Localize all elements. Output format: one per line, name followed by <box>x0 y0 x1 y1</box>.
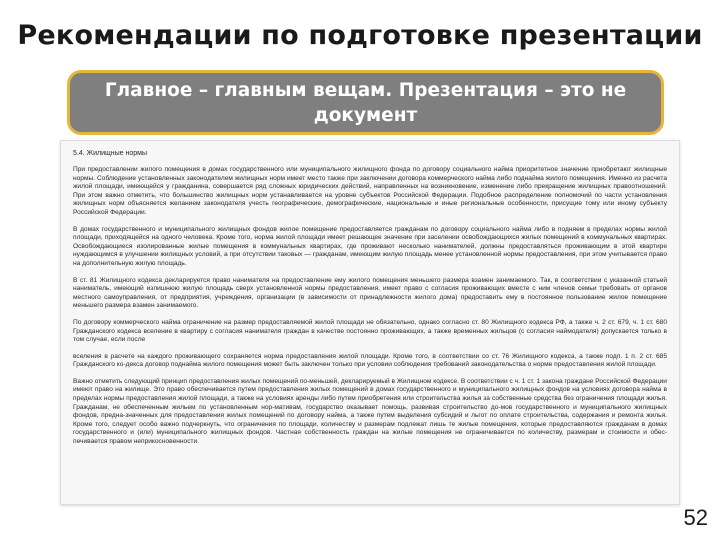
document-heading: 5.4. Жилищные нормы <box>73 150 147 157</box>
document-excerpt <box>60 140 680 505</box>
banner-text: Главное – главным вещам. Презентация – это не документ <box>104 79 627 126</box>
document-paragraph: В домах государственного и муниципального жилищных фондов жилое помещение предоставляется гражданам по договору социального найма либо в подняем в пределах нормы жилой площади, приходящейся на одного человека. Кроме того, норма жилой площади имеет решающее значение при заселении освобождающихся жилых помещений в коммунальных квартирах. Освобождающиеся изолированные жилые помещения в коммунальных квартирах, где проживают несколько нанимателей, должны предоставляться проживающим в этой квартире нуждающимся в улучшении жилищных условий, а при отсутствии таковых — гражданам, имеющим жилую площадь менее установленной нормы предоставления, при этом учитывается право на дополнительную жилую площадь. <box>73 225 667 267</box>
highlight-banner <box>67 70 664 135</box>
slide-title: Рекомендации по подготовке презентации <box>17 20 703 51</box>
document-paragraph: вселения в расчете на каждого проживающего сохраняется норма предоставления жилой площади. Кроме того, в соответствии со ст. 76 Жилищного кодекса, а также подп. 1 п. 2 ст. 685 Гражданского ко-декса договор поднайма жилого помещения может быть заключен только при условии соблюдения требований законодательства о норме предоставления жилой площади. <box>73 352 667 369</box>
document-paragraph: По договору коммерческого найма ограничение на размер предоставляемой жилой площади не обязательно, однако согласно ст. 80 Жилищного кодекса РФ, а также ч. 2 ст. 679, ч. 1 ст. 680 Гражданского кодекса вселение в квартиру с согласия нанимателя граждан в качестве постоянно проживающих, а также временных жильцов (с согласия наймодателя) допускается только в том случае, если после <box>73 318 667 344</box>
page-number: 52 <box>683 505 708 530</box>
document-paragraph: Важно отметить следующий принцип предоставления жилых помещений по-меньшей, декларируемый в Жилищном кодексе. В соответствии с ч. 1 ст. 1 закона граждане Российской Федерации имеют право на жилище. Это право обеспечивается путем предоставления жилых помещений в домах государственного и муниципального жилищных фондов на условиях договора найма в пределах нормы предоставления жилой площади, а также на условиях аренды либо путем приобретения или строительства жилья за собственные средства без ограничения площади жилья. Гражданам, не обеспеченным жильем по установленным нор-мативам, государство оказывает помощь, развивая строительство до-мов государственного и муниципального жилищных фондов, предна-значенных для предоставления жилых помещений по договору найма, а также путем выделения субсидий и льгот по оплате строительства, содержания и ремонта жилья. Кроме того, следует особо важно подчеркнуть, что ограничения по площади, количеству и размерам подлежат лишь те жилые помещения, которые предоставляются гражданам в домах государственного и (или) муниципального жилищных фондов. Частная собственность граждан на жилые помещения не ограничивается по количеству, размерам и стоимости и обес-печивается правом неприкосновенности. <box>73 377 667 446</box>
document-paragraph: В ст. 81 Жилищного кодекса декларируется право нанимателя на предоставление ему жилого помещения меньшего размера взамен занимаемого. Так, в соответствии с указанной статьей наниматель, имеющий излишнюю жилую площадь сверх установленной нормы предоставления, имеет право с согласия проживающих вместе с ним членов семьи требовать от органов местного самоуправления, от предприятия, учреждения, организации (в зависимости от принадлежности жилого дома) предоставить ему в постоянное пользование жилое помещение меньшего размера взамен занимаемого. <box>73 276 667 310</box>
document-paragraph: При предоставлении жилого помещения в домах государственного или муниципального жилищного фонда по договору социального найма приоритетное значение приобретают жилищные нормы. Соблюдение установленных законодателем жилищных норм имеет место также при заключении договора коммерческого найма либо поднайма жилого помещения. Именно из расчета жилой площади, имеющейся у гражданина, совершается ряд сложных юридических действий, направленных на возникновение, изменение либо прекращение жилищных правоотношений. При этом важно отметить, что большинство жилищных норм устанавливается на уровне субъектов Российской Федерации. Подобное распределение полномочий по части установления жилищных норм объясняется желанием законодателя учесть географические, демографические, национальные и иные региональные особенности, присущие тому или иному субъекту Российской Федерации. <box>73 166 667 216</box>
